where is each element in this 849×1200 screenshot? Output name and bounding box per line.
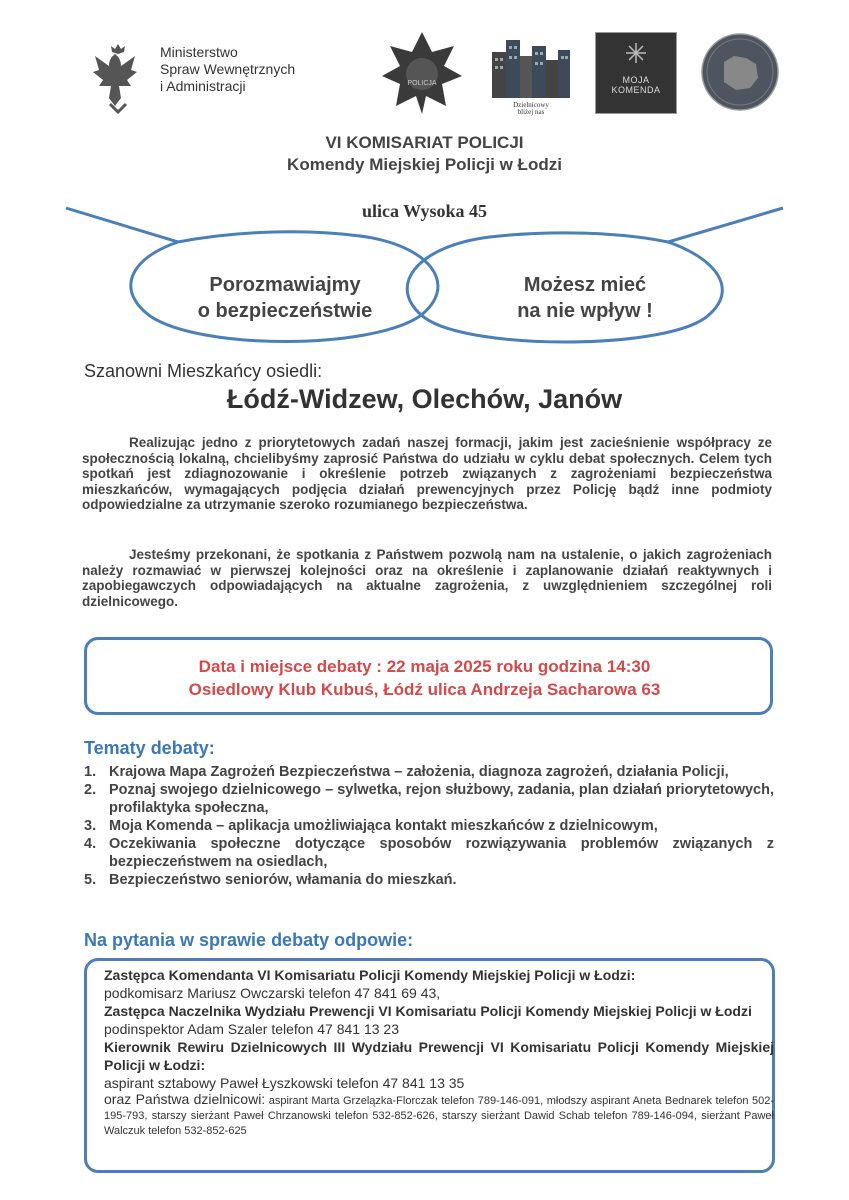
topic-item — [84, 871, 774, 889]
contact-person: aspirant sztabowy Paweł Łyszkowski telefon 47 841 13 35 — [104, 1075, 465, 1091]
left-bubble-line: Porozmawiajmy — [209, 274, 361, 296]
moja-komenda-line: KOMENDA — [611, 85, 661, 95]
ministry-line: Ministerstwo — [160, 44, 238, 60]
city-caption — [488, 102, 574, 116]
topic-number: 2. — [84, 782, 97, 798]
city-caption-line: bliżej nas — [517, 108, 545, 116]
ministry-line: i Administracji — [160, 78, 246, 94]
right-bubble-line: na nie wpływ ! — [517, 300, 653, 322]
topic-number: 4. — [84, 836, 97, 852]
left-bubble-text — [160, 272, 410, 324]
eagle-emblem-icon — [88, 38, 148, 118]
speech-bubbles — [0, 190, 849, 360]
topic-number: 1. — [84, 764, 97, 780]
threat-map-icon — [700, 32, 780, 112]
police-star-label: POLICJA — [407, 80, 437, 87]
contact-title: Na pytania w sprawie debaty odpowie: — [84, 930, 414, 950]
topic-item — [84, 763, 774, 781]
topic-text: Krajowa Mapa Zagrożeń Bezpieczeństwa – założenia, diagnoza zagrożeń, działania Policji, — [109, 764, 729, 780]
header-logos — [0, 28, 849, 118]
topics-title: Tematy debaty: — [84, 738, 215, 758]
topic-text: Bezpieczeństwo seniorów, włamania do mieszkań. — [109, 872, 457, 888]
contact-role: Kierownik Rewiru Dzielnicowych III Wydziału Prewencji VI Komisariatu Policji Komendy Miejskiej Policji w Łodzi: — [104, 1039, 774, 1073]
intro-paragraph: Jesteśmy przekonani, że spotkania z Państwem pozwolą nam na ustalenie, o jakich zagrożeniach należy rozmawiać w pierwszej kolejności oraz na określenie i zaplanowanie działań reaktywnych i zapobiegawczych odpowiadających na aktualne zagrożenia, z uwzględnieniem szczególnej roli dzielnicowego. — [82, 547, 772, 609]
contact-role: Zastępca Komendanta VI Komisariatu Policji Komendy Miejskiej Policji w Łodzi: — [104, 967, 636, 983]
police-star-icon — [380, 30, 464, 114]
intro-paragraph: Realizując jedno z priorytetowych zadań naszej formacji, jakim jest zacieśnienie współpracy ze społecznością lokalną, chcielibyśmy zaprosić Państwa do udziału w cyklu debat społecznych. Celem tych spotkań jest zdiagnozowanie i określenie potrzeb związanych z zagrożeniami bezpieczeństwa mieszkańców, wymagających podjęcia działań prewencyjnych przez Policję bądź inne podmioty odpowiedzialne za utrzymanie szeroko rozumianego bezpieczeństwa. — [82, 435, 772, 512]
topic-item — [84, 781, 774, 817]
topic-text: Moja Komenda – aplikacja umożliwiająca kontakt mieszkańców z dzielnicowym, — [109, 818, 658, 834]
right-bubble-line: Możesz mieć — [523, 274, 647, 296]
ministry-logo — [88, 38, 328, 118]
debate-date: Data i miejsce debaty : 22 maja 2025 roku godzina 14:30 — [198, 657, 651, 676]
contact-person: podinspektor Adam Szaler telefon 47 841 13 23 — [104, 1021, 399, 1037]
district-officers-list: aspirant Marta Grzelązka-Florczak telefon 789-146-091, młodszy aspirant Aneta Bednarek telefon 502-195-793, starszy sierżant Paweł Chrzanowski telefon 532-852-626, starszy sierżant Dawid Schab telefon 789-146-094, sierżant Paweł Walczuk telefon 532-852-625 — [104, 1095, 774, 1137]
left-bubble-line: o bezpieczeństwie — [197, 300, 373, 322]
city-logo — [488, 34, 574, 118]
topics-list — [84, 763, 774, 889]
page-subtitle: Komendy Miejskiej Policji w Łodzi — [287, 155, 562, 174]
topic-text: Oczekiwania społeczne dotyczące sposobów rozwiązywania problemów związanych z bezpieczeństwem na osiedlach, — [109, 836, 774, 870]
moja-komenda-line: MOJA — [622, 75, 650, 85]
ministry-line: Spraw Wewnętrznych — [160, 61, 296, 77]
topic-text: Poznaj swojego dzielnicowego – sylwetka, rejon służbowy, zadania, plan działań priorytetowych, profilaktyka społeczna, — [109, 782, 774, 816]
greeting: Szanowni Mieszkańcy osiedli: — [84, 361, 323, 381]
topic-number: 3. — [84, 818, 97, 834]
street-address: ulica Wysoka 45 — [361, 201, 488, 221]
page-title: VI KOMISARIAT POLICJI — [325, 133, 524, 152]
topic-item — [84, 817, 774, 835]
topic-item — [84, 835, 774, 871]
contact-role: Zastępca Naczelnika Wydziału Prewencji VI Komisariatu Policji Komendy Miejskiej Policji w Łodzi — [104, 1003, 752, 1019]
district-officers — [104, 1092, 774, 1139]
moja-komenda-icon — [595, 32, 677, 114]
moja-komenda-star-icon — [596, 33, 676, 73]
contact-list — [104, 966, 774, 1139]
right-bubble-text — [470, 272, 700, 324]
city-caption-line: Dzielnicowy — [513, 101, 549, 109]
topic-number: 5. — [84, 872, 97, 888]
districts-heading: Łódź-Widzew, Olechów, Janów — [226, 384, 623, 414]
city-icon — [488, 34, 574, 100]
contact-person: podkomisarz Mariusz Owczarski telefon 47 841 69 43, — [104, 985, 441, 1001]
district-officers-lead: oraz Państwa dzielnicowi: — [104, 1091, 266, 1107]
debate-place: Osiedlowy Klub Kubuś, Łódź ulica Andrzeja Sacharowa 63 — [188, 680, 661, 699]
